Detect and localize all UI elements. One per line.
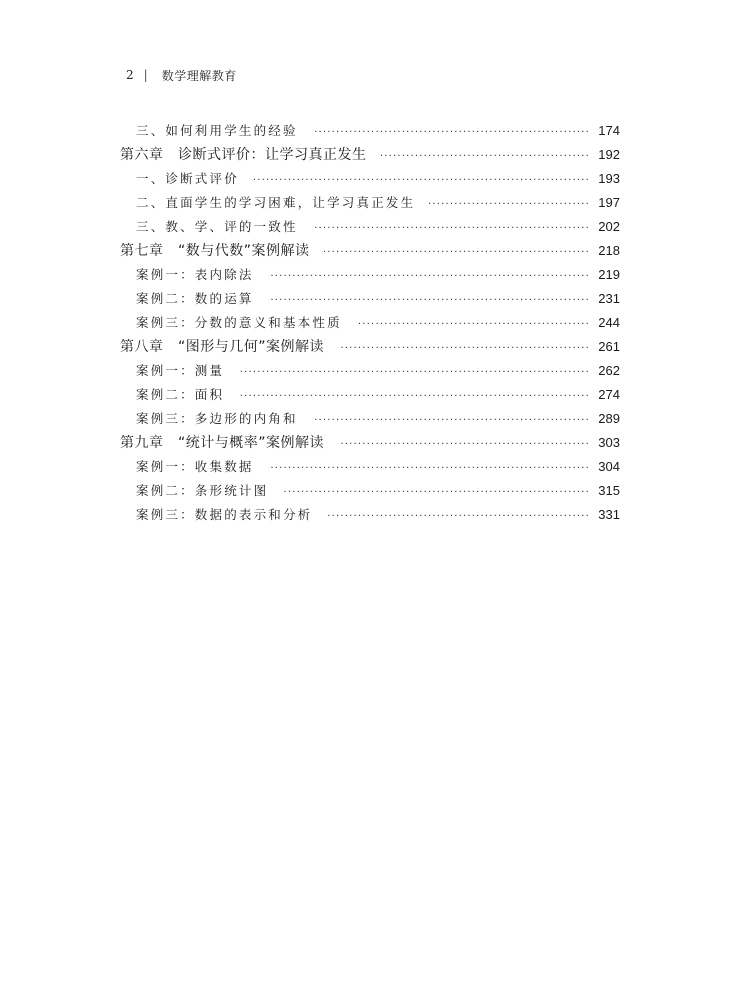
toc-dot-leader [326,505,590,529]
toc-entry-page: 218 [598,243,620,258]
toc-entry-title: 第六章 诊断式评价：让学习真正发生 [120,147,367,163]
toc-entry-title: 案例三：多边形的内角和 [136,411,298,426]
toc-section-row [120,215,620,239]
toc-entry-page: 192 [598,147,620,162]
toc-dot-leader [429,193,590,217]
toc-entry-title: 案例一：测量 [136,363,225,378]
toc-entry-page: 231 [598,291,620,306]
toc-section-row [120,359,620,383]
toc-dot-leader [312,121,590,145]
toc-entry-page: 244 [598,315,620,330]
toc-entry-title: 案例二：条形统计图 [136,483,269,498]
toc-chapter-row [120,143,620,167]
toc-dot-leader [268,265,590,289]
toc-entry-title: 案例三：数据的表示和分析 [136,507,313,522]
toc-entry-title: 案例三：分数的意义和基本性质 [136,315,342,330]
toc-entry-title: 二、直面学生的学习困难，让学习真正发生 [136,195,416,210]
toc-section-row [120,119,620,143]
toc-entry-title: 第七章 “数与代数”案例解读 [120,243,310,259]
toc-section-row [120,503,620,527]
toc-section-row [120,311,620,335]
toc-dot-leader [238,361,590,385]
toc-section-row [120,167,620,191]
toc-entry-page: 197 [598,195,620,210]
toc-entry-page: 303 [598,435,620,450]
toc-dot-leader [356,313,590,337]
toc-entry-title: 案例二：面积 [136,387,225,402]
toc-entry-page: 315 [598,483,620,498]
toc-entry-title: 第九章 “统计与概率”案例解读 [120,435,325,451]
toc-entry-page: 262 [598,363,620,378]
toc-entry-title: 三、教、学、评的一致性 [136,219,298,234]
header-separator: | [143,68,148,82]
toc-entry-title: 案例二：数的运算 [136,291,254,306]
toc-dot-leader [268,289,590,313]
toc-section-row [120,263,620,287]
toc-entry-title: 第八章 “图形与几何”案例解读 [120,339,325,355]
toc-section-row [120,287,620,311]
toc-dot-leader [324,241,590,265]
toc-section-row [120,191,620,215]
toc-dot-leader [338,337,590,361]
toc-entry-title: 三、如何利用学生的经验 [136,123,298,138]
toc-section-row [120,479,620,503]
toc-entry-page: 202 [598,219,620,234]
toc-dot-leader [268,457,590,481]
toc-chapter-row [120,335,620,359]
toc-entry-title: 案例一：表内除法 [136,267,254,282]
toc-dot-leader [312,217,590,241]
toc-entry-page: 274 [598,387,620,402]
toc-dot-leader [282,481,590,505]
toc-entry-page: 219 [598,267,620,282]
page-number: 2 [126,68,134,82]
toc-dot-leader [312,409,590,433]
book-title: 数学理解教育 [161,68,237,83]
toc-section-row [120,407,620,431]
toc-dot-leader [238,385,590,409]
toc-entry-page: 289 [598,411,620,426]
toc-entry-page: 193 [598,171,620,186]
toc-entry-page: 261 [598,339,620,354]
toc-section-row [120,455,620,479]
toc-dot-leader [338,433,590,457]
toc-entry-title: 案例一：收集数据 [136,459,254,474]
toc-entry-page: 304 [598,459,620,474]
toc-entry-page: 174 [598,123,620,138]
toc-dot-leader [381,145,591,169]
toc-chapter-row [120,239,620,263]
toc-chapter-row [120,431,620,455]
table-of-contents [120,119,620,527]
running-header [126,66,237,84]
toc-entry-title: 一、诊断式评价 [136,171,239,186]
toc-entry-page: 331 [598,507,620,522]
toc-dot-leader [253,169,590,193]
toc-section-row [120,383,620,407]
